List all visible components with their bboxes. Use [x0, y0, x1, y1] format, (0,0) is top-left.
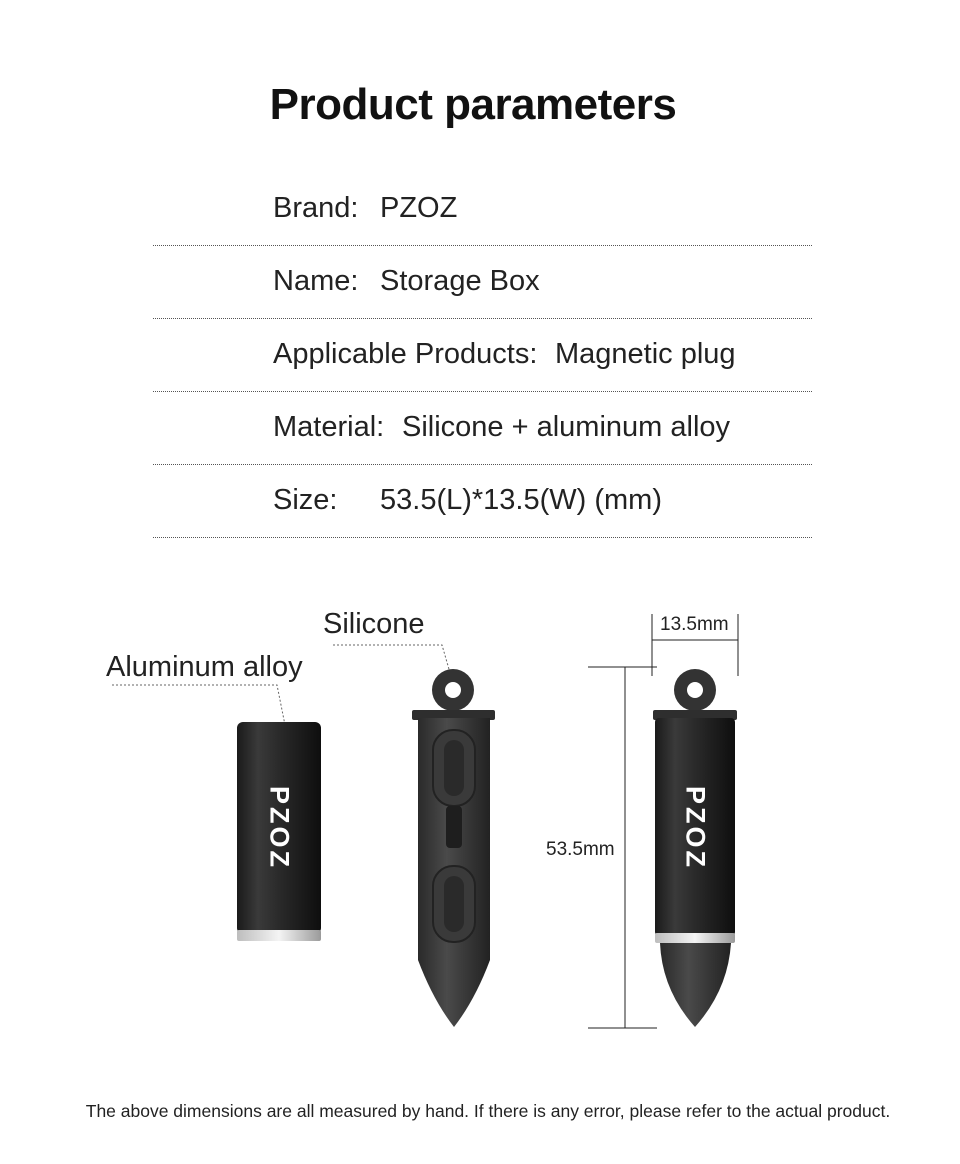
pzoz-logo: PZOZ [680, 786, 711, 870]
param-label: Applicable Products: [273, 338, 538, 370]
aluminum-alloy-callout: Aluminum alloy [106, 651, 303, 683]
param-value: 53.5(L)*13.5(W) (mm) [380, 484, 662, 516]
param-label: Name: [273, 265, 359, 297]
page-title: Product parameters [269, 80, 677, 129]
pzoz-logo: PZOZ [264, 786, 295, 870]
param-value: Storage Box [380, 265, 540, 297]
param-value: PZOZ [380, 192, 458, 224]
param-label: Size: [273, 484, 338, 516]
length-dimension-label: 53.5mm [546, 839, 615, 860]
width-dimension-label: 13.5mm [660, 614, 729, 635]
silicone-holder [412, 669, 495, 1027]
measurement-note: The above dimensions are all measured by hand. If there is any error, please refer to the actual product. [85, 1101, 891, 1121]
silicone-callout: Silicone [323, 608, 425, 640]
param-label: Brand: [273, 192, 359, 224]
param-value: Silicone + aluminum alloy [402, 411, 731, 443]
param-value: Magnetic plug [555, 338, 736, 370]
param-label: Material: [273, 411, 385, 443]
